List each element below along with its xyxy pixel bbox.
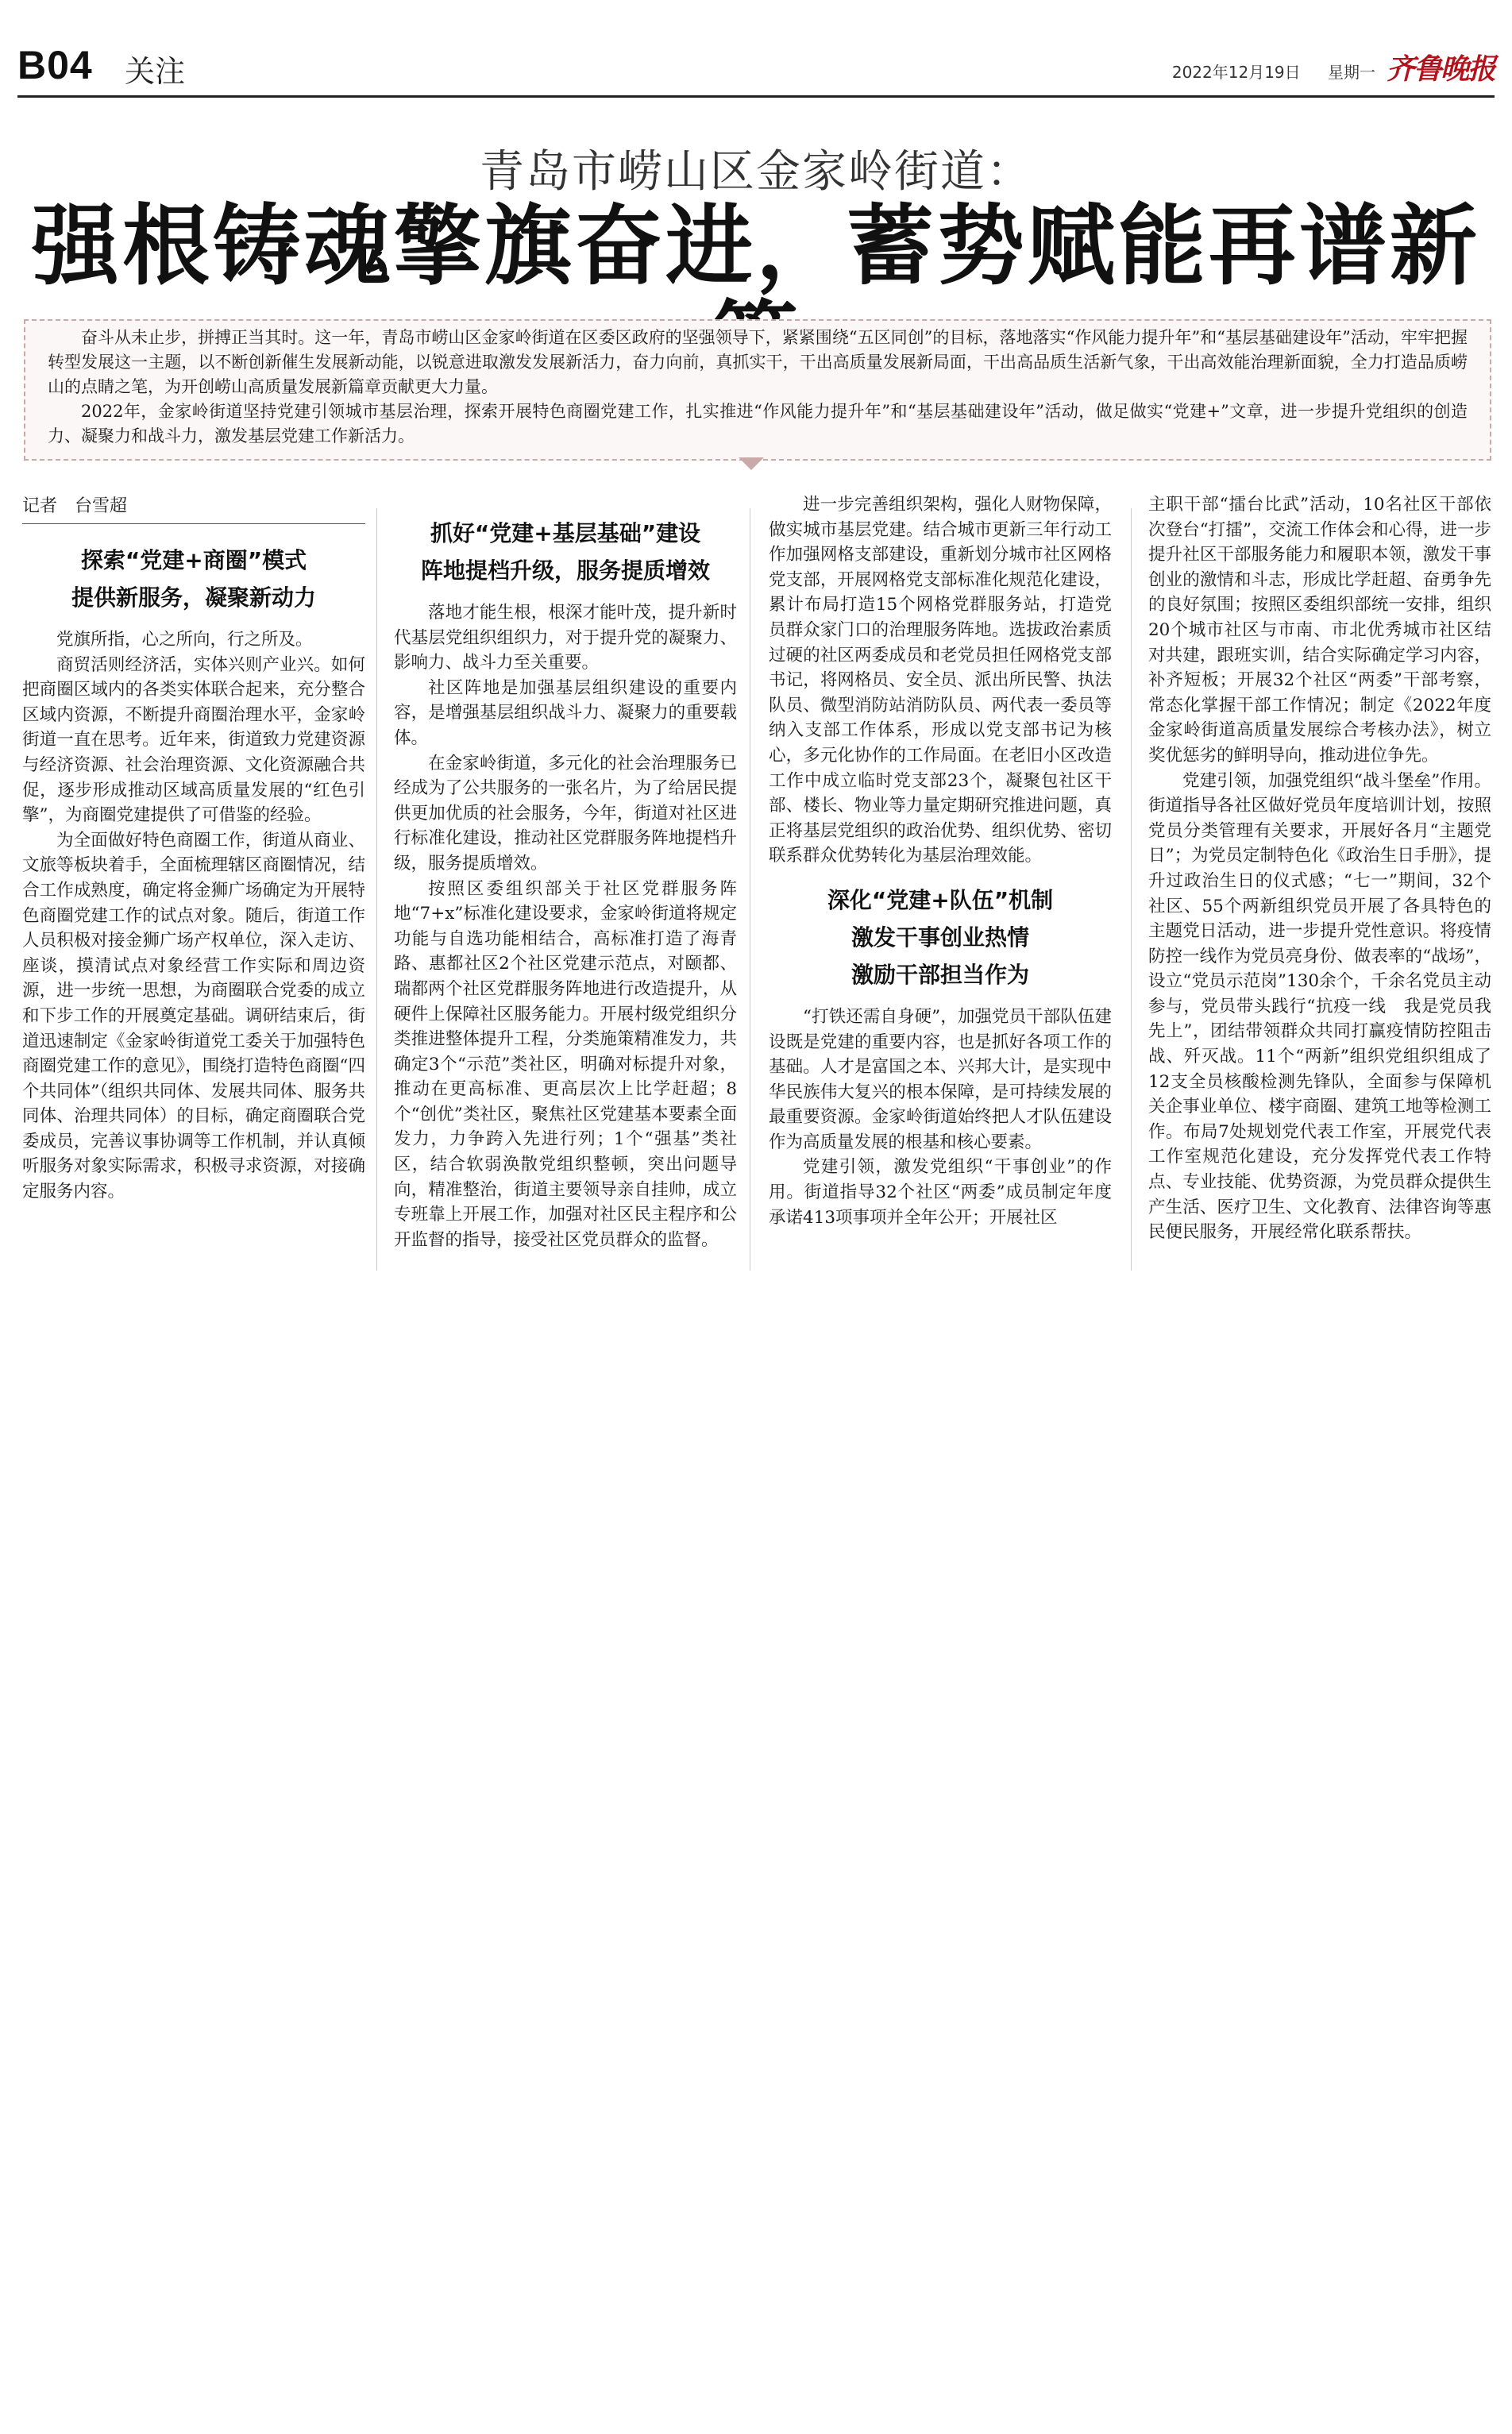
body-paragraph: 党旗所指，心之所向，行之所及。: [56, 630, 313, 650]
page-number: B04: [17, 43, 93, 87]
issue-meta: [1150, 60, 1375, 83]
lead-box: [24, 319, 1491, 461]
article-kicker: 青岛市崂山区金家岭街道：: [480, 146, 1032, 198]
subhead-2: [394, 515, 737, 589]
column-divider: [1131, 508, 1132, 1271]
subhead-line: 阵地提档升级，服务提质增效: [420, 557, 710, 584]
section-name: 关注: [125, 54, 186, 89]
column-divider: [376, 508, 377, 1271]
body-paragraph: 按照区委组织部关于社区党群服务阵地“7+x”标准化建设要求，金家岭街道将规定功能与自选功能相结合，高标准打造了海青路、惠都社区2个社区党建示范点，对颐都、瑞都两个社区党群服务阵地进行改造提升，从硬件上保障社区服务能力。开展村级党组织分类推进整体提升工程，分类施策精准发力，共确定3个“示范”类社区，明确对标提升对象，推动在更高标准、更高层次上比学赶超；8个“创优”类社区，聚焦社区党建基本要素全面发力，力争跨入先进行列；1个“强基”类社区，结合软弱涣散党组织整顿，突出问题导向，精准整治，街道主要领导亲自挂帅，成立专班靠上开展工作，加强对社区民主程序和公开监督的指导，接受社区党员群众的监督。: [394, 878, 737, 1250]
body-paragraph: 商贸活则经济活，实体兴则产业兴。如何把商圈区域内的各类实体联合起来，充分整合区域内资源，不断提升商圈治理水平，金家岭街道一直在思考。近年来，街道致力党建资源与经济资源、社会治理资源、文化资源融合共促，逐步形成推动区域高质量发展的“红色引擎”，为商圈党建提供了可借鉴的经验。: [22, 654, 365, 826]
lead-paragraph: 2022年，金家岭街道坚持党建引领城市基层治理，探索开展特色商圈党建工作，扎实推进“作风能力提升年”和“基层基础建设年”活动，做足做实“党建+”文章，进一步提升党组织的创造力、凝聚力和战斗力，激发基层党建工作新活力。: [48, 402, 1468, 446]
subhead-line: 抓好“党建+基层基础”建设: [430, 520, 701, 546]
body-paragraph: 在金家岭街道，多元化的社会治理服务已经成为了公共服务的一张名片，为了给居民提供更加优质的社会服务，今年，街道对社区进行标准化建设，推动社区党群服务阵地提档升级，服务提质增效。: [394, 753, 737, 874]
column-3: [769, 492, 1112, 1230]
column-2: [394, 492, 737, 1252]
subhead-line: 探索“党建+商圈”模式: [80, 547, 307, 573]
masthead: [17, 36, 1495, 91]
subhead-line: 激发干事创业热情: [850, 924, 1029, 951]
issue-date: 2022年12月19日: [1171, 63, 1301, 82]
body-paragraph: 社区阵地是加强基层组织建设的重要内容，是增强基层组织战斗力、凝聚力的重要载体。: [394, 677, 737, 748]
body-paragraph: 进一步完善组织架构，强化人财物保障，做实城市基层党建。结合城市更新三年行动工作加强网格支部建设，重新划分城市社区网格党支部，开展网格党支部标准化规范化建设，累计布局打造15个网格党群服务站，打造党员群众家门口的治理服务阵地。选拔政治素质过硬的社区两委成员和老党员担任网格党支部书记，将网格员、安全员、派出所民警、执法队员、微型消防站消防队员、两代表一委员等纳入支部工作体系，形成以党支部书记为核心，多元化协作的工作局面。在老旧小区改造工作中成立临时党支部23个，凝聚包社区干部、楼长、物业等力量定期研究推进问题，真正将基层党组织的政治优势、组织优势、密切联系群众优势转化为基层治理效能。: [769, 495, 1112, 866]
subhead-1: [22, 542, 365, 616]
article-headline: 强根铸魂擎旗奋进，蓄势赋能再谱新: [32, 195, 1480, 297]
body-paragraph: 党建引领，加强党组织“战斗堡垒”作用。街道指导各社区做好党员年度培训计划，按照党员分类管理有关要求，开展好各月“主题党日”；为党员定制特色化《政治生日手册》，提升过政治生日的仪式感；“七一”期间，32个社区、55个两新组织党员开展了各具特色的主题党日活动，进一步提升党性意识。将疫情防控一线作为党员亮身份、做表率的“战场”，设立“党员示范岗”130余个，千余名党员主动参与，党员带头践行“抗疫一线 我是党员我先上”，团结带领群众共同打赢疫情防控阻击战、歼灭战。11个“两新”组织党组织组成了12支全员核酸检测先锋队，全面参与保障机关企事业单位、楼宇商圈、建筑工地等检测工作。布局7处规划党代表工作室，开展党代表工作室规范化建设，充分发挥党代表工作特点、专业技能、优势资源，为党员群众提供生产生活、医疗卫生、文化教育、法律咨询等惠民便民服务，开展经常化联系帮扶。: [1148, 770, 1491, 1243]
masthead-rule: [17, 95, 1495, 98]
newspaper-logo: 齐鲁晚报: [1386, 52, 1495, 86]
body-paragraph: 落地才能生根，根深才能叶茂，提升新时代基层党组织组织力，对于提升党的凝聚力、影响力、战斗力至关重要。: [394, 603, 737, 673]
subhead-3: [769, 881, 1112, 993]
byline: 记者 台雪超: [22, 492, 365, 524]
lead-paragraph: 奋斗从未止步，拼搏正当其时。这一年，青岛市崂山区金家岭街道在区委区政府的坚强领导下，紧紧围绕“五区同创”的目标，落地落实“作风能力提升年”和“基层基础建设年”活动，牢牢把握转型发展这一主题，以不断创新催生发展新动能，以锐意进取激发发展新活力，奋力向前，真抓实干，干出高质量发展新局面，干出高品质生活新气象，干出高效能治理新面貌，全力打造品质崂山的点睛之笔，为开创崂山高质量发展新篇章贡献更大力量。: [48, 328, 1468, 396]
body-paragraph: 为全面做好特色商圈工作，街道从商业、文旅等板块着手，全面梳理辖区商圈情况，结合工作成熟度，确定将金狮广场确定为开展特色商圈党建工作的试点对象。随后，街道工作人员积极对接金狮广场产权单位，深入走访、座谈，摸清试点对象经营工作实际和周边资源，进一步统一思想，为商圈联合党委的成立和下步工作的开展奠定基础。调研结束后，街道迅速制定《金家岭街道党工委关于加强特色商圈党建工作的意见》，围绕打造特色商圈“四个共同体”（组织共同体、发展共同体、服务共同体、治理共同体）的目标，确定商圈联合党委成员，完善议事协调等工作机制，并认真倾听服务对象实际需求，积极寻求资源，对接确定服务内容。: [22, 830, 365, 1202]
body-paragraph: 党建引领，激发党组织“干事创业”的作用。街道指导32个社区“两委”成员制定年度承诺413项事项并全年公开；开展社区: [769, 1157, 1112, 1228]
body-paragraph: “打铁还需自身硬”，加强党员干部队伍建设既是党建的重要内容，也是抓好各项工作的基础。人才是富国之本、兴邦大计，是实现中华民族伟大复兴的根本保障，是可持续发展的最重要资源。金家岭街道始终把人才队伍建设作为高质量发展的根基和核心要素。: [769, 1006, 1112, 1152]
column-4: [1148, 492, 1491, 1245]
subhead-line: 深化“党建+队伍”机制: [827, 886, 1054, 913]
subhead-line: 提供新服务，凝聚新动力: [71, 584, 316, 611]
column-1: [22, 492, 365, 1205]
issue-weekday: 星期一: [1328, 63, 1375, 82]
lead-box-notch: [739, 457, 764, 470]
body-paragraph: 主职干部“擂台比武”活动，10名社区干部依次登台“打擂”，交流工作体会和心得，进一步提升社区干部服务能力和履职本领，激发干事创业的激情和斗志，形成比学赶超、奋勇争先的良好氛围；按照区委组织部统一安排，组织20个城市社区与市南、市北优秀城市社区结对共建，跟班实训，结合实际确定学习内容，补齐短板；开展32个社区“两委”干部考察，常态化掌握干部工作情况；制定《2022年度金家岭街道高质量发展综合考核办法》，树立奖优惩劣的鲜明导向，推动进位争先。: [1148, 495, 1491, 766]
subhead-line: 激励干部担当作为: [850, 961, 1029, 988]
